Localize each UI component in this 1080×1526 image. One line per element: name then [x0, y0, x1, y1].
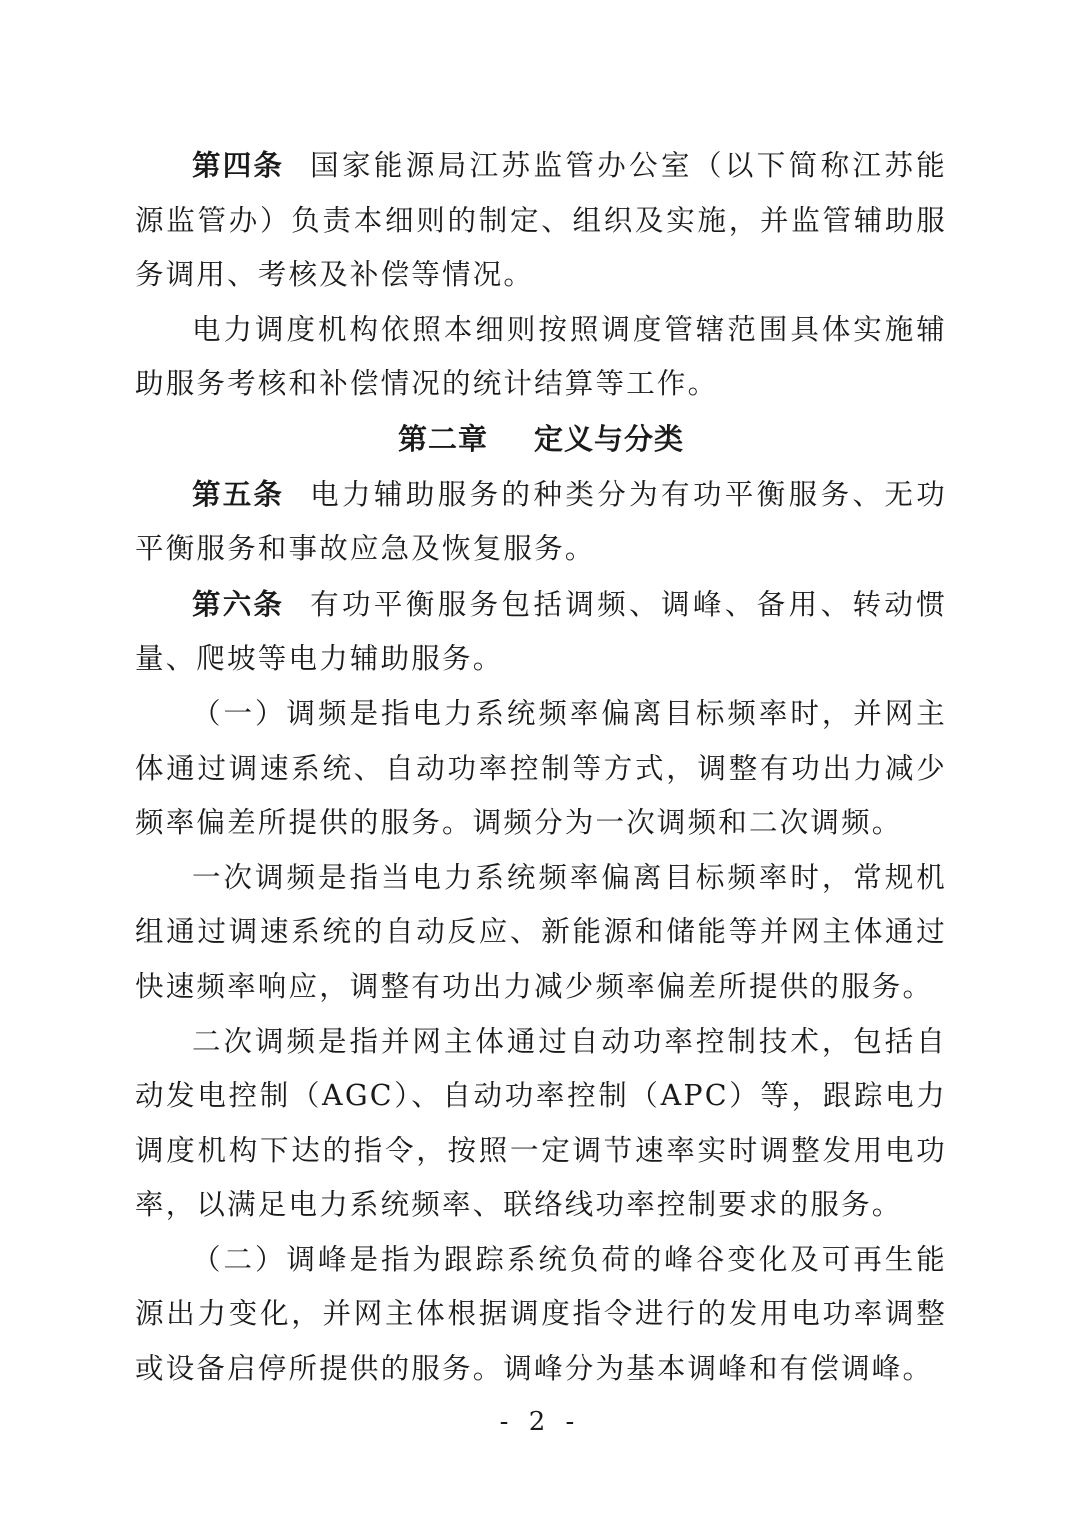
article-number: 第五条: [192, 476, 285, 511]
paragraph-primary-regulation: [135, 851, 947, 1015]
article-text: 有功平衡服务包括调频、调峰、备用、转动惯量、爬坡等电力辅助服务。: [135, 587, 947, 676]
article-5: [135, 467, 947, 577]
chapter-title: 定义与分类: [534, 421, 685, 456]
paragraph-text: （一）调频是指电力系统频率偏离目标频率时，并网主体通过调速系统、自动功率控制等方式，调整有功出力减少频率偏差所提供的服务。调频分为一次调频和二次调频。: [135, 696, 947, 840]
chapter-number: 第二章: [397, 421, 488, 456]
document-body: [135, 138, 947, 1397]
paragraph-secondary-regulation: [135, 1015, 947, 1233]
chapter-heading: [135, 412, 947, 467]
paragraph-peak-regulation: [135, 1233, 947, 1397]
paragraph-text: 电力调度机构依照本细则按照调度管辖范围具体实施辅助服务考核和补偿情况的统计结算等工作。: [135, 312, 947, 401]
article-6: [135, 577, 947, 687]
article-number: 第六条: [192, 586, 285, 621]
article-text: 电力辅助服务的种类分为有功平衡服务、无功平衡服务和事故应急及恢复服务。: [135, 477, 947, 566]
page-number: - 2 -: [499, 1407, 581, 1437]
paragraph-frequency-regulation: [135, 687, 947, 851]
article-number: 第四条: [192, 148, 285, 182]
paragraph-dispatch-agency: [135, 303, 947, 412]
paragraph-text: （二）调峰是指为跟踪系统负荷的峰谷变化及可再生能源出力变化，并网主体根据调度指令进行的发用电功率调整或设备启停所提供的服务。调峰分为基本调峰和有偿调峰。: [135, 1242, 947, 1386]
article-text: 国家能源局江苏监管办公室（以下简称江苏能源监管办）负责本细则的制定、组织及实施，并监管辅助服务调用、考核及补偿等情况。: [135, 149, 947, 292]
article-4: [135, 138, 947, 303]
paragraph-text: 一次调频是指当电力系统频率偏离目标频率时，常规机组通过调速系统的自动反应、新能源和储能等并网主体通过快速频率响应，调整有功出力减少频率偏差所提供的服务。: [135, 860, 947, 1003]
paragraph-text: 二次调频是指并网主体通过自动功率控制技术，包括自动发电控制（AGC）、自动功率控制（APC）等，跟踪电力调度机构下达的指令，按照一定调节速率实时调整发用电功率，以满足电力系统频率、联络线功率控制要求的服务。: [135, 1024, 947, 1222]
